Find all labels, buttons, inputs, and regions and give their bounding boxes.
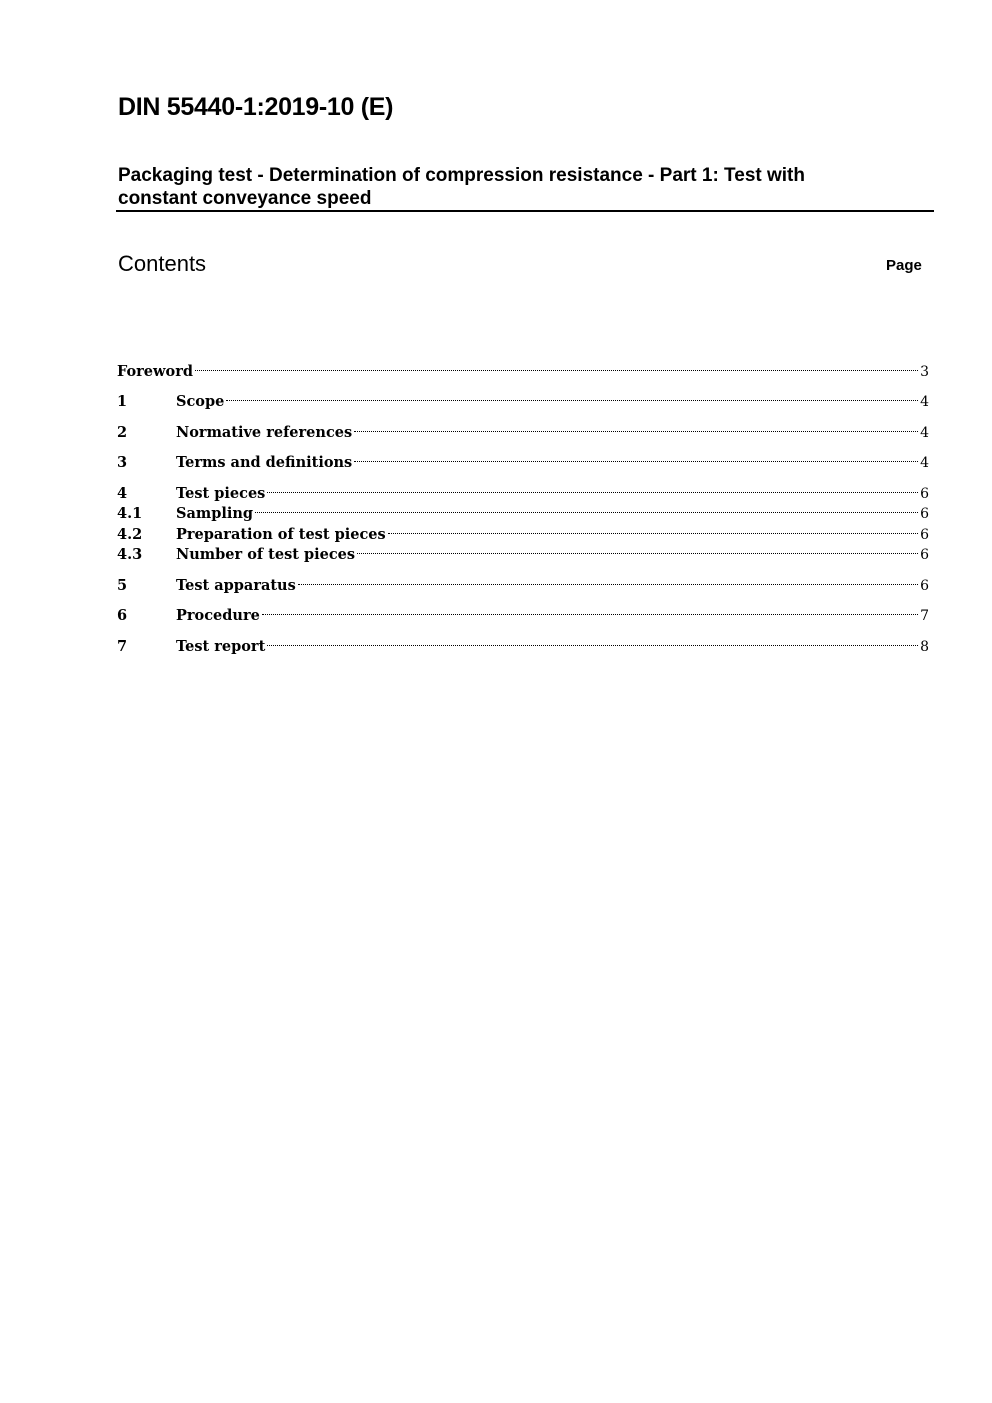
toc-entry-normative-references[interactable]: [117, 416, 929, 441]
page-column-label: Page: [886, 257, 922, 274]
document-title-line-2: constant conveyance speed: [118, 188, 372, 209]
toc-entry-page: 6: [920, 527, 929, 543]
document-title-line-1: Packaging test - Determination of compression resistance - Part 1: Test with: [118, 165, 805, 186]
toc-entry-page: 8: [920, 639, 929, 655]
toc-entry-number: 4.2: [117, 526, 143, 543]
title-divider: [116, 210, 934, 212]
toc-entry-page: 3: [920, 364, 929, 380]
toc-entry-page: 4: [920, 425, 929, 441]
toc-entry-page: 4: [920, 455, 929, 471]
toc-dot-leader: [298, 569, 918, 590]
toc-entry-number: 7: [117, 638, 128, 655]
toc-entry-test-apparatus[interactable]: [117, 569, 929, 594]
toc-entry-number: 3: [117, 454, 128, 471]
document-title: [118, 164, 934, 210]
toc-entry-number: 6: [117, 607, 128, 624]
toc-dot-leader: [226, 385, 918, 406]
toc-entry-label: Number of test pieces: [176, 546, 356, 563]
toc-entry-procedure[interactable]: [117, 599, 929, 624]
toc-dot-leader: [262, 599, 918, 620]
toc-entry-page: 6: [920, 578, 929, 594]
toc-entry-label: Procedure: [176, 607, 260, 624]
toc-entry-test-pieces[interactable]: [117, 477, 929, 502]
toc-entry-label: Terms and definitions: [176, 454, 353, 471]
toc-entry-number: 4: [117, 485, 128, 502]
toc-entry-scope[interactable]: [117, 385, 929, 410]
toc-entry-page: 6: [920, 547, 929, 563]
document-id: DIN 55440-1:2019-10 (E): [118, 93, 394, 121]
toc-dot-leader: [195, 355, 918, 376]
toc-dot-leader: [388, 518, 918, 539]
toc-entry-label: Normative references: [176, 424, 353, 441]
toc-entry-number: 4.1: [117, 505, 143, 522]
toc-entry-page: 6: [920, 506, 929, 522]
toc-entry-page: 6: [920, 486, 929, 502]
toc-entry-test-report[interactable]: [117, 630, 929, 655]
toc-entry-label: Scope: [176, 393, 225, 410]
toc-dot-leader: [354, 416, 918, 437]
contents-heading: Contents: [118, 251, 207, 276]
toc-dot-leader: [267, 477, 918, 498]
toc-entry-foreword[interactable]: [117, 355, 929, 380]
toc-entry-terms-and-definitions[interactable]: [117, 446, 929, 471]
toc-dot-leader: [267, 630, 918, 651]
toc-entry-page: 7: [920, 608, 929, 624]
toc-dot-leader: [357, 538, 918, 559]
toc-dot-leader: [255, 497, 918, 518]
toc-entry-preparation-of-test-pieces[interactable]: [117, 518, 929, 543]
toc-entry-number: 4.3: [117, 546, 143, 563]
toc-entry-label: Test report: [176, 638, 266, 655]
toc-entry-page: 4: [920, 394, 929, 410]
toc-entry-label: Sampling: [176, 505, 254, 522]
toc-entry-label: Test apparatus: [176, 577, 296, 594]
toc-entry-number: 5: [117, 577, 128, 594]
toc-dot-leader: [354, 446, 918, 467]
toc-entry-label: Foreword: [117, 363, 193, 380]
toc-entry-number-of-test-pieces[interactable]: [117, 538, 929, 563]
toc-entry-label: Preparation of test pieces: [176, 526, 386, 543]
toc-entry-number: 2: [117, 424, 128, 441]
toc-entry-number: 1: [117, 393, 128, 410]
toc-entry-sampling[interactable]: [117, 497, 929, 522]
toc-entry-label: Test pieces: [176, 485, 266, 502]
